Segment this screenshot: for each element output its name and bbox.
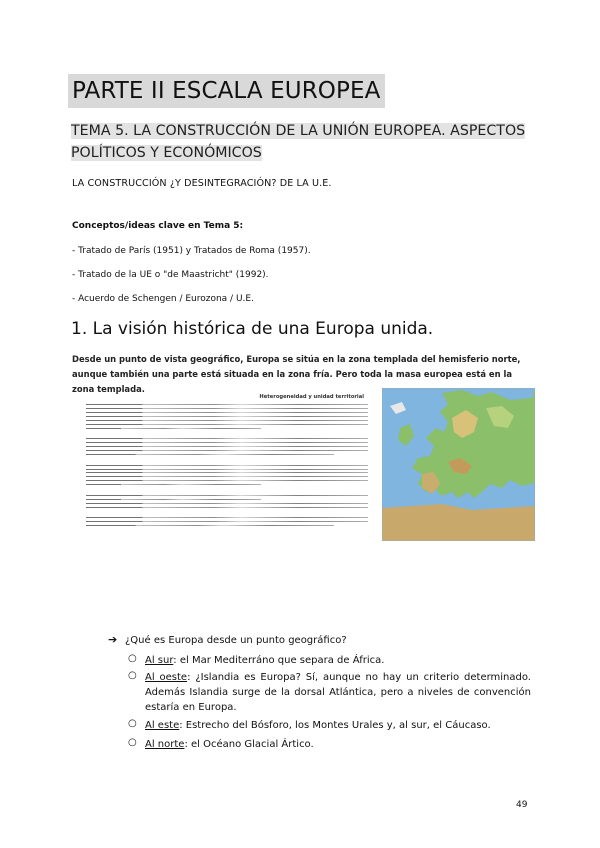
answer-label: Al oeste: [145, 672, 188, 683]
circle-bullet-icon: ○: [128, 737, 137, 748]
circle-bullet-icon: ○: [128, 670, 137, 681]
answer-text: : ¿Islandia es Europa? Sí, aunque no hay un criterio determinado. Además Islandia surge de la dorsal Atlántica, pero a niveles de convención estaría en Europa.: [145, 672, 531, 713]
answer-label: Al norte: [145, 739, 185, 750]
circle-bullet-icon: ○: [128, 718, 137, 729]
answer-item: [145, 718, 531, 733]
subtitle: LA CONSTRUCCIÓN ¿Y DESINTEGRACIÓN? DE LA U.E.: [72, 178, 332, 189]
answer-text: : el Océano Glacial Ártico.: [184, 739, 314, 750]
answer-item: [145, 737, 531, 752]
part-title: PARTE II ESCALA EUROPEA: [68, 74, 385, 108]
intro-paragraph: Desde un punto de vista geográfico, Europa se sitúa en la zona templada del hemisferio norte, aunque también una parte está situada en la zona fría. Pero toda la masa europea está en la zona templada.: [72, 354, 521, 394]
page-number: 49: [516, 800, 528, 810]
europe-physical-map: [382, 388, 535, 541]
concept-item: - Acuerdo de Schengen / Eurozona / U.E.: [72, 294, 254, 304]
section-title: 1. La visión histórica de una Europa unida.: [71, 319, 434, 339]
answer-label: Al este: [145, 720, 180, 731]
scan-heading: Heterogeneidad y unidad territorial: [259, 394, 364, 400]
arrow-right-icon: ➔: [108, 633, 118, 646]
answer-item: [145, 653, 531, 668]
answer-text: : Estrecho del Bósforo, los Montes Urales y, al sur, el Cáucaso.: [179, 720, 491, 731]
tema-title: [71, 120, 541, 164]
answer-label: Al sur: [145, 655, 174, 666]
tema-title-text: TEMA 5. LA CONSTRUCCIÓN DE LA UNIÓN EUROPEA. ASPECTOS POLÍTICOS Y ECONÓMICOS: [71, 123, 526, 161]
concept-item: - Tratado de la UE o "de Maastricht" (1992).: [72, 270, 269, 280]
question: ¿Qué es Europa desde un punto geográfico?: [125, 635, 347, 646]
concepts-heading: Conceptos/ideas clave en Tema 5:: [72, 221, 244, 231]
concept-item: - Tratado de París (1951) y Tratados de Roma (1957).: [72, 246, 311, 256]
answer-item: [145, 670, 531, 715]
scanned-text-excerpt: [86, 394, 368, 606]
answer-text: : el Mar Mediterráno que separa de África.: [173, 655, 385, 666]
circle-bullet-icon: ○: [128, 653, 137, 664]
map-north-africa: [382, 504, 535, 541]
